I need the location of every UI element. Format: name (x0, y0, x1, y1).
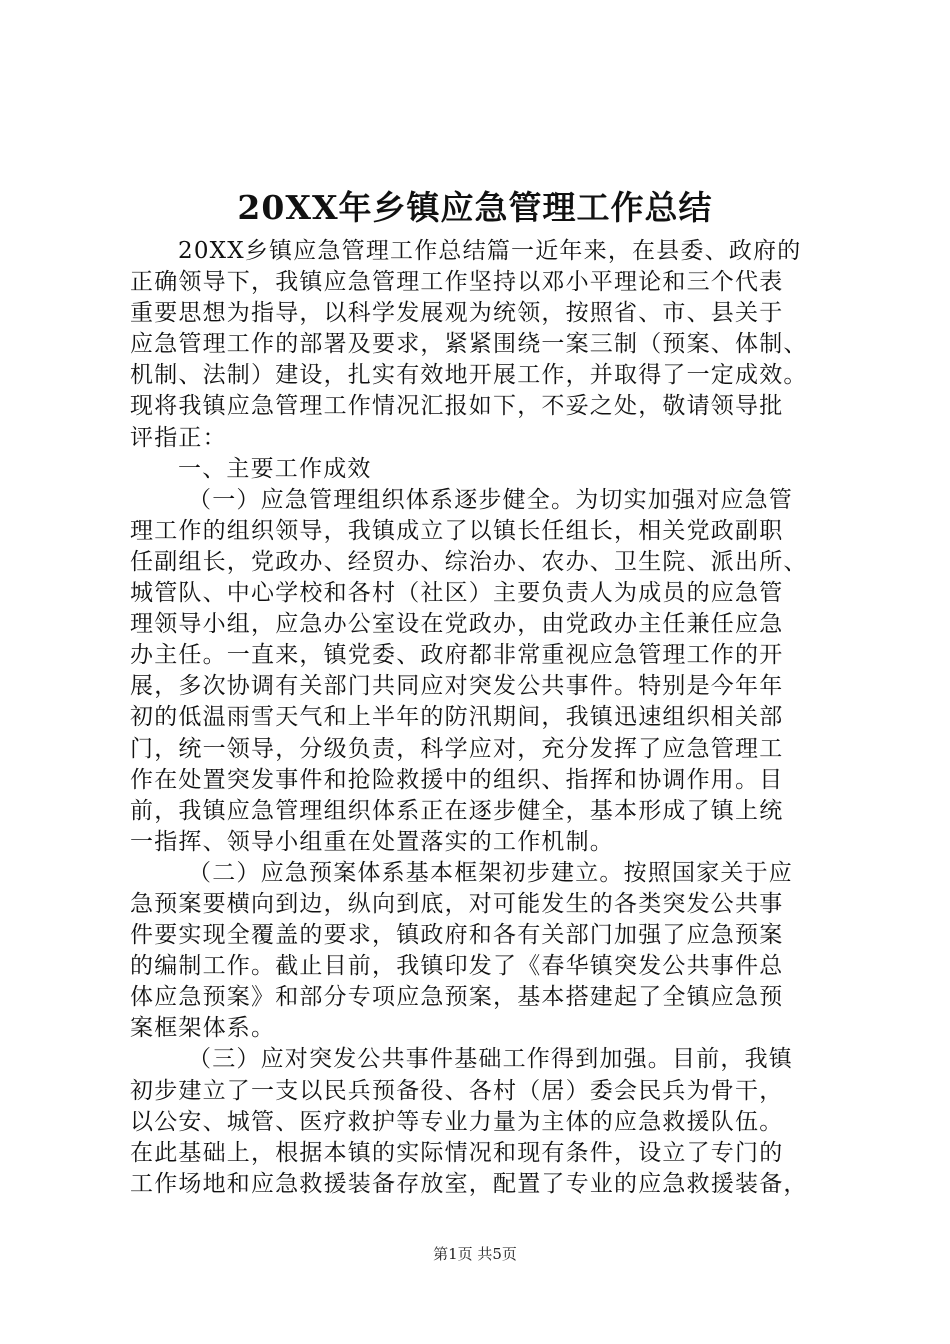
text-line: 理工作的组织领导，我镇成立了以镇长任组长，相关党政副职 (130, 517, 784, 544)
section-heading: 一、主要工作成效 (178, 455, 372, 482)
text-line: 正确领导下，我镇应急管理工作坚持以邓小平理论和三个代表 (130, 269, 784, 296)
text-line: （三）应对突发公共事件基础工作得到加强。目前，我镇 (188, 1046, 793, 1073)
text-line: 的编制工作。截止目前，我镇印发了《春华镇突发公共事件总 (130, 953, 784, 980)
text-line: 20XX乡镇应急管理工作总结篇一近年来，在县委、政府的 (178, 238, 802, 264)
text-line: 评指正： (130, 424, 227, 451)
text-line: 办主任。一直来，镇党委、政府都非常重视应急管理工作的开 (130, 642, 784, 669)
text-line: 门，统一领导，分级负责，科学应对，充分发挥了应急管理工 (130, 735, 784, 762)
text-line: 件要实现全覆盖的要求，镇政府和各有关部门加强了应急预案 (130, 922, 784, 949)
text-line: 在此基础上，根据本镇的实际情况和现有条件，设立了专门的 (130, 1139, 784, 1166)
text-line: 初的低温雨雪天气和上半年的防汛期间，我镇迅速组织相关部 (130, 704, 784, 731)
text-line: 工作场地和应急救援装备存放室，配置了专业的应急救援装备， (130, 1170, 808, 1197)
text-line: 一指挥、领导小组重在处置落实的工作机制。 (130, 828, 614, 855)
text-line: 案框架体系。 (130, 1015, 276, 1042)
text-line: 前，我镇应急管理组织体系正在逐步健全，基本形成了镇上统 (130, 797, 784, 824)
text-line: 任副组长，党政办、经贸办、综治办、农办、卫生院、派出所、 (130, 548, 808, 575)
text-line: 初步建立了一支以民兵预备役、各村（居）委会民兵为骨干， (130, 1077, 784, 1104)
text-line: 展，多次协调有关部门共同应对突发公共事件。特别是今年年 (130, 673, 784, 700)
text-line: 作在处置突发事件和抢险救援中的组织、指挥和协调作用。目 (130, 766, 784, 793)
page-footer: 第1页 共5页 (433, 1245, 517, 1263)
text-line: 体应急预案》和部分专项应急预案，基本搭建起了全镇应急预 (130, 984, 784, 1011)
document-body (130, 236, 830, 1200)
text-line: 现将我镇应急管理工作情况汇报如下，不妥之处，敬请领导批 (130, 393, 784, 420)
text-line: 以公安、城管、医疗救护等专业力量为主体的应急救援队伍。 (130, 1108, 784, 1135)
text-line: 急预案要横向到边，纵向到底，对可能发生的各类突发公共事 (130, 890, 784, 917)
document-title: 20XX年乡镇应急管理工作总结 (237, 188, 713, 227)
text-line: 城管队、中心学校和各村（社区）主要负责人为成员的应急管 (130, 580, 784, 607)
text-line: 应急管理工作的部署及要求，紧紧围绕一案三制（预案、体制、 (130, 331, 808, 358)
text-line: （二）应急预案体系基本框架初步建立。按照国家关于应 (188, 859, 793, 886)
text-line: 机制、法制）建设，扎实有效地开展工作，并取得了一定成效。 (130, 362, 808, 389)
text-line: 理领导小组，应急办公室设在党政办，由党政办主任兼任应急 (130, 611, 784, 638)
text-line: 重要思想为指导，以科学发展观为统领，按照省、市、县关于 (130, 300, 784, 327)
text-line: （一）应急管理组织体系逐步健全。为切实加强对应急管 (188, 486, 793, 513)
